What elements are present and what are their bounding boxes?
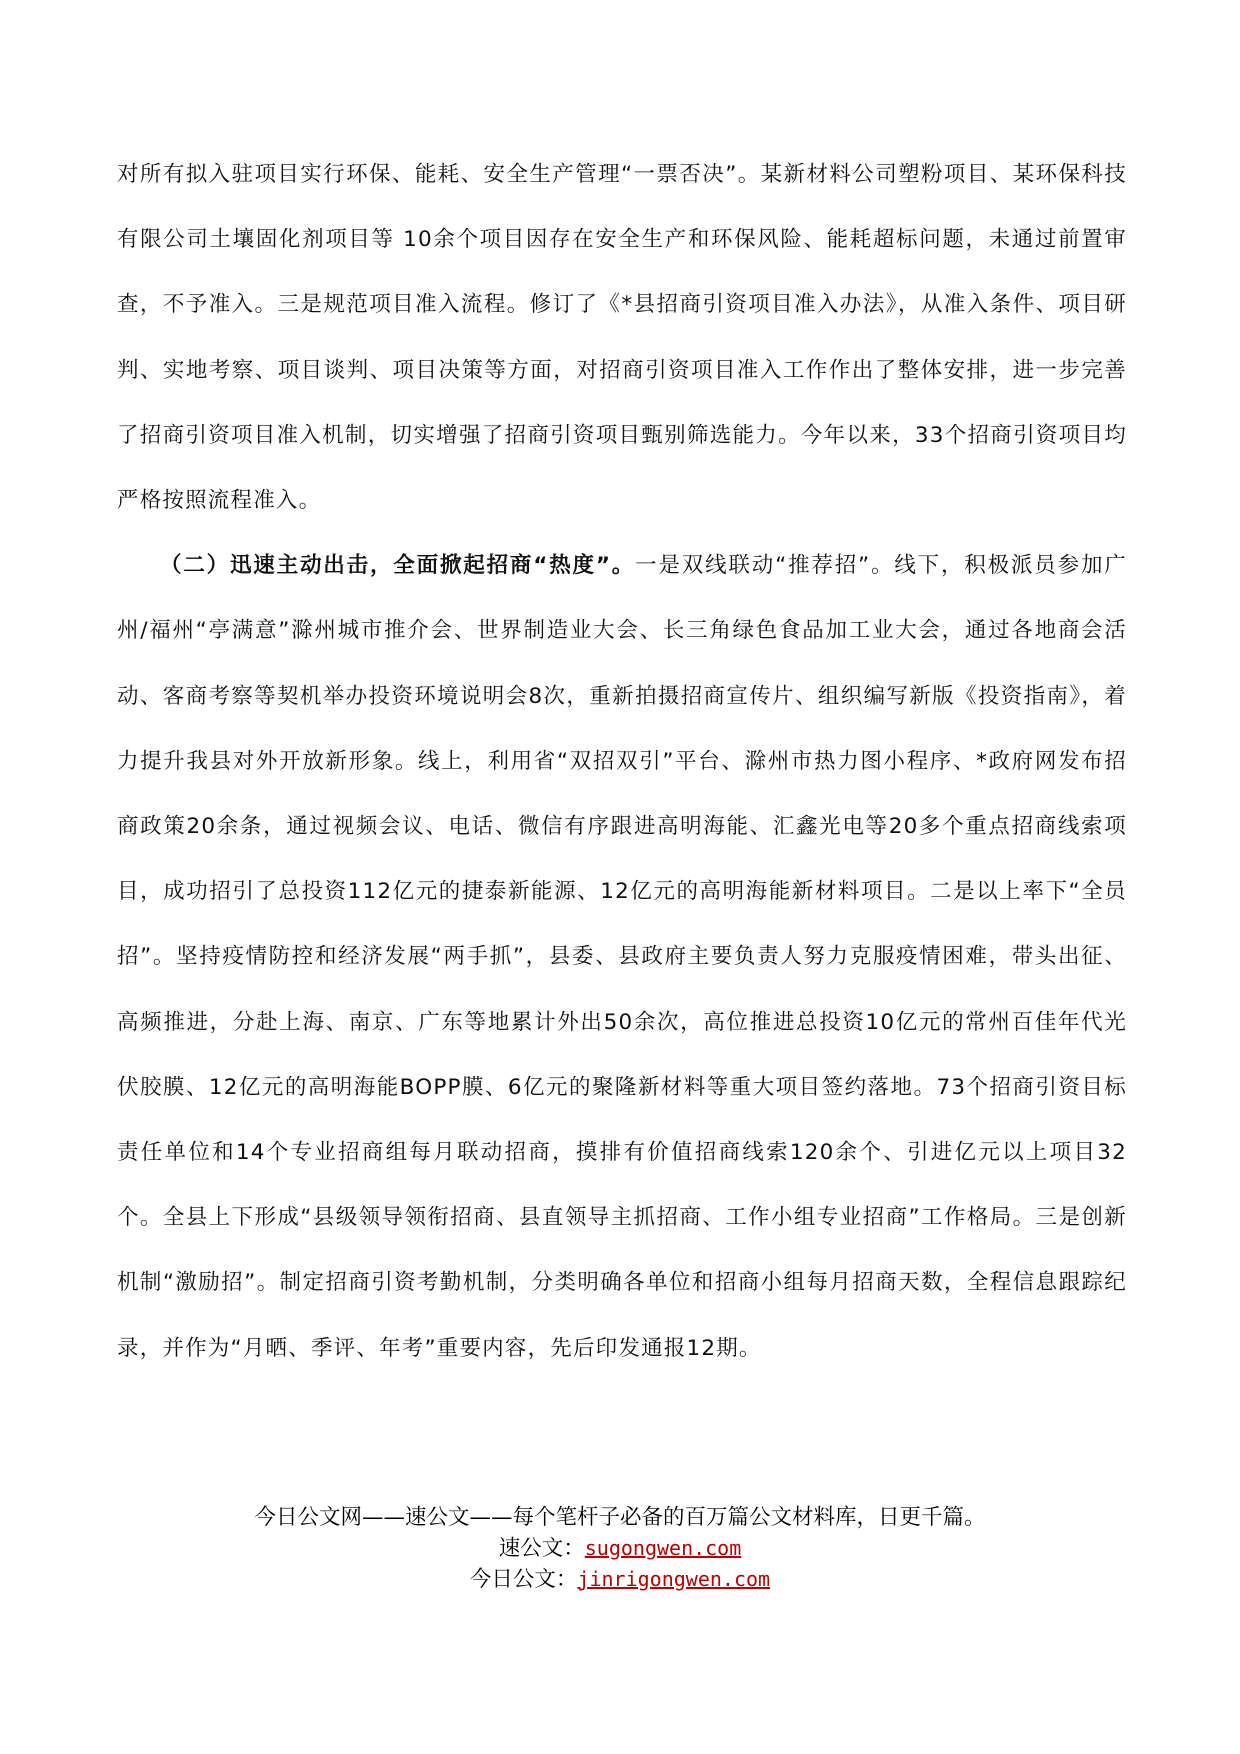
footer <box>0 1502 1240 1595</box>
footer-site-2-link[interactable]: jinrigongwen.com <box>577 1567 771 1591</box>
footer-site-1-link[interactable]: sugongwen.com <box>584 1536 742 1560</box>
footer-site-1-label: 速公文： <box>498 1536 585 1561</box>
footer-site-2 <box>0 1564 1240 1595</box>
paragraph-continuation: 对所有拟入驻项目实行环保、能耗、安全生产管理“一票否决”。某新材料公司塑粉项目、某环保科技有限公司土壤固化剂项目等 10余个项目因存在安全生产和环保风险、能耗超标问题，未通过前置审查，不予准入。三是规范项目准入流程。修订了《*县招商引资项目准入办法》，从准入条件、项目研判、实地考察、项目谈判、项目决策等方面，对招商引资项目准入工作作出了整体安排，进一步完善了招商引资项目准入机制，切实增强了招商引资项目甄别筛选能力。今年以来，33个招商引资项目均严格按照流程准入。 <box>117 162 1127 514</box>
document-body <box>117 142 1127 1381</box>
section-body: 一是双线联动“推荐招”。线下，积极派员参加广州/福州“亭满意”滁州城市推介会、世界制造业大会、长三角绿色食品加工业大会，通过各地商会活动、客商考察等契机举办投资环境说明会8次，重新拍摄招商宣传片、组织编写新版《投资指南》，着力提升我县对外开放新形象。线上，利用省“双招双引”平台、滁州市热力图小程序、*政府网发布招商政策20余条，通过视频会议、电话、微信有序跟进高明海能、汇鑫光电等20多个重点招商线索项目，成功招引了总投资112亿元的捷泰新能源、12亿元的高明海能新材料项目。二是以上率下“全员招”。坚持疫情防控和经济发展“两手抓”，县委、县政府主要负责人努力克服疫情困难，带头出征、高频推进，分赴上海、南京、广东等地累计外出50余次，高位推进总投资10亿元的常州百佳年代光伏胶膜、12亿元的高明海能BOPP膜、6亿元的聚隆新材料等重大项目签约落地。73个招商引资目标责任单位和14个专业招商组每月联动招商，摸排有价值招商线索120余个、引进亿元以上项目32个。全县上下形成“县级领导领衔招商、县直领导主抓招商、工作小组专业招商”工作格局。三是创新机制“激励招”。制定招商引资考勤机制，分类明确各单位和招商小组每月招商天数，全程信息跟踪纪录，并作为“月晒、季评、年考”重要内容，先后印发通报12期。 <box>117 553 1127 1361</box>
footer-slogan: 今日公文网——速公文——每个笔杆子必备的百万篇公文材料库，日更千篇。 <box>254 1505 986 1530</box>
footer-site-2-label: 今日公文： <box>469 1567 578 1592</box>
paragraph-section-2 <box>117 533 1127 1381</box>
section-heading: （二）迅速主动出击，全面掀起招商“热度”。 <box>160 553 636 579</box>
footer-site-1 <box>0 1533 1240 1564</box>
